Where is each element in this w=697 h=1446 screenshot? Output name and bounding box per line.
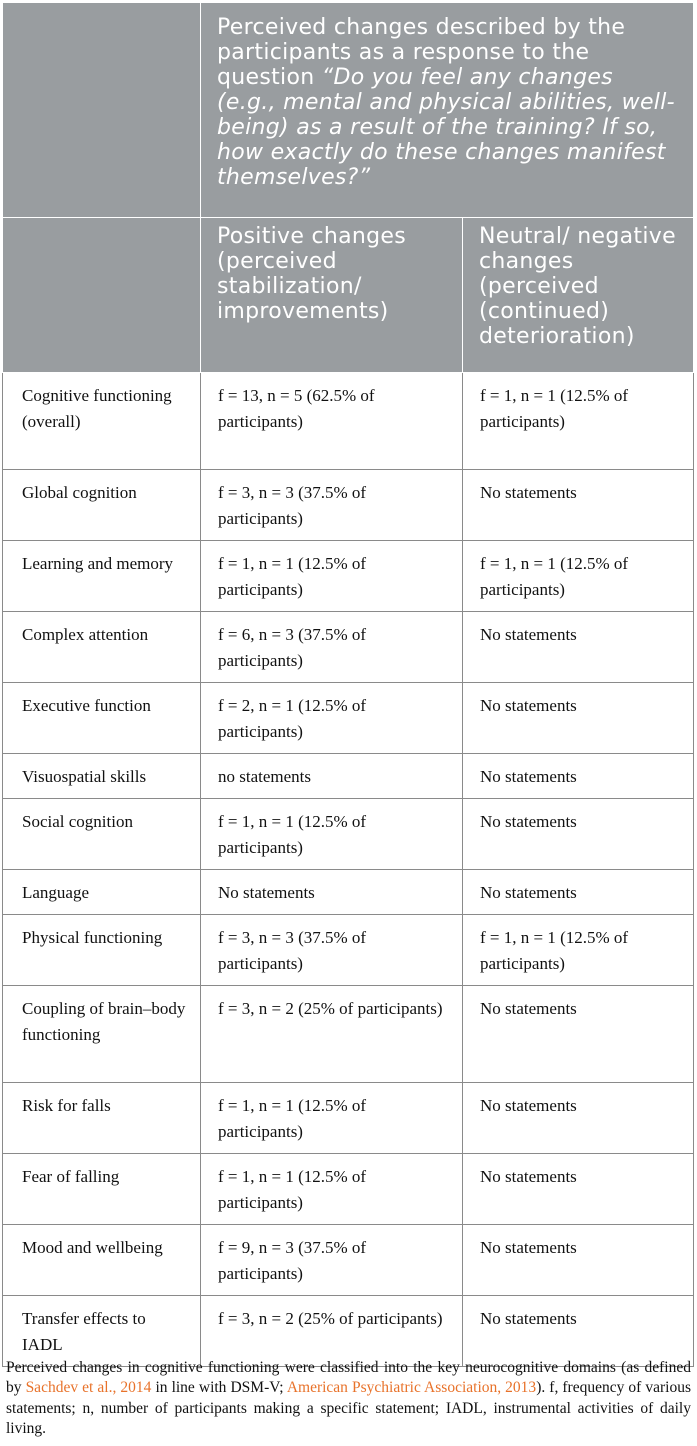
negative-cell: No statements <box>463 1154 694 1225</box>
positive-cell: f = 3, n = 2 (25% of participants) <box>201 986 463 1083</box>
footnote-text-3: ). f, frequency of various statements; n, number of participants making a specific statement; IADL, instrumental activities of daily living. <box>6 1379 692 1437</box>
domain-cell: Learning and memory <box>3 541 201 612</box>
negative-cell: No statements <box>463 986 694 1083</box>
table-row <box>3 373 694 470</box>
domain-cell: Transfer effects to IADL <box>3 1296 201 1367</box>
table-row <box>3 1154 694 1225</box>
positive-cell: f = 3, n = 2 (25% of participants) <box>201 1296 463 1367</box>
positive-cell: f = 1, n = 1 (12.5% of participants) <box>201 541 463 612</box>
question-intro: Perceived changes described by the participants as a response to the question <box>217 15 626 90</box>
question-quote: “Do you feel any changes (e.g., mental and physical abilities, well-being) as a result of the training? If so, how exactly do these changes manifest themselves?” <box>217 65 675 190</box>
negative-cell: No statements <box>463 799 694 870</box>
question-header <box>201 3 694 218</box>
results-table <box>2 2 694 1367</box>
domain-cell: Global cognition <box>3 470 201 541</box>
table-row <box>3 1083 694 1154</box>
negative-cell: No statements <box>463 683 694 754</box>
table-row <box>3 754 694 799</box>
negative-cell: f = 1, n = 1 (12.5% of participants) <box>463 541 694 612</box>
header-row-columns <box>3 218 694 373</box>
negative-cell: No statements <box>463 470 694 541</box>
table-row <box>3 612 694 683</box>
domain-cell: Physical functioning <box>3 915 201 986</box>
reference-link-sachdev[interactable]: Sachdev et al., 2014 <box>25 1379 152 1396</box>
domain-cell: Executive function <box>3 683 201 754</box>
table-row <box>3 1225 694 1296</box>
header-empty-cell <box>3 218 201 373</box>
domain-cell: Cognitive functioning (overall) <box>3 373 201 470</box>
positive-cell: f = 2, n = 1 (12.5% of participants) <box>201 683 463 754</box>
col-header-negative: Neutral/ negative changes (perceived (continued) deterioration) <box>463 218 694 373</box>
header-empty-cell <box>3 3 201 218</box>
col-header-positive: Positive changes (perceived stabilization/ improvements) <box>201 218 463 373</box>
table-row <box>3 799 694 870</box>
negative-cell: No statements <box>463 1225 694 1296</box>
table-footnote <box>6 1358 691 1440</box>
header-row-question <box>3 3 694 218</box>
domain-cell: Visuospatial skills <box>3 754 201 799</box>
positive-cell: f = 1, n = 1 (12.5% of participants) <box>201 1083 463 1154</box>
table-row <box>3 541 694 612</box>
positive-cell: f = 1, n = 1 (12.5% of participants) <box>201 799 463 870</box>
positive-cell: f = 13, n = 5 (62.5% of participants) <box>201 373 463 470</box>
reference-link-apa[interactable]: American Psychiatric Association, 2013 <box>286 1379 537 1396</box>
table-row <box>3 915 694 986</box>
negative-cell: f = 1, n = 1 (12.5% of participants) <box>463 915 694 986</box>
table-row <box>3 1296 694 1367</box>
domain-cell: Mood and wellbeing <box>3 1225 201 1296</box>
positive-cell: f = 9, n = 3 (37.5% of participants) <box>201 1225 463 1296</box>
positive-cell: f = 6, n = 3 (37.5% of participants) <box>201 612 463 683</box>
table-row <box>3 986 694 1083</box>
negative-cell: No statements <box>463 1296 694 1367</box>
negative-cell: No statements <box>463 754 694 799</box>
positive-cell: f = 3, n = 3 (37.5% of participants) <box>201 470 463 541</box>
table-row <box>3 683 694 754</box>
positive-cell: f = 3, n = 3 (37.5% of participants) <box>201 915 463 986</box>
negative-cell: f = 1, n = 1 (12.5% of participants) <box>463 373 694 470</box>
footnote-text-2: in line with DSM-V; <box>151 1379 287 1396</box>
positive-cell: No statements <box>201 870 463 915</box>
domain-cell: Coupling of brain–body functioning <box>3 986 201 1083</box>
domain-cell: Social cognition <box>3 799 201 870</box>
positive-cell: f = 1, n = 1 (12.5% of participants) <box>201 1154 463 1225</box>
domain-cell: Complex attention <box>3 612 201 683</box>
positive-cell: no statements <box>201 754 463 799</box>
domain-cell: Risk for falls <box>3 1083 201 1154</box>
negative-cell: No statements <box>463 870 694 915</box>
table-row <box>3 870 694 915</box>
domain-cell: Language <box>3 870 201 915</box>
table-row <box>3 470 694 541</box>
footnote-text-1: Perceived changes in cognitive functioning were classified into the key neurocognitive domains (as defined by <box>6 1358 691 1396</box>
negative-cell: No statements <box>463 612 694 683</box>
domain-cell: Fear of falling <box>3 1154 201 1225</box>
negative-cell: No statements <box>463 1083 694 1154</box>
